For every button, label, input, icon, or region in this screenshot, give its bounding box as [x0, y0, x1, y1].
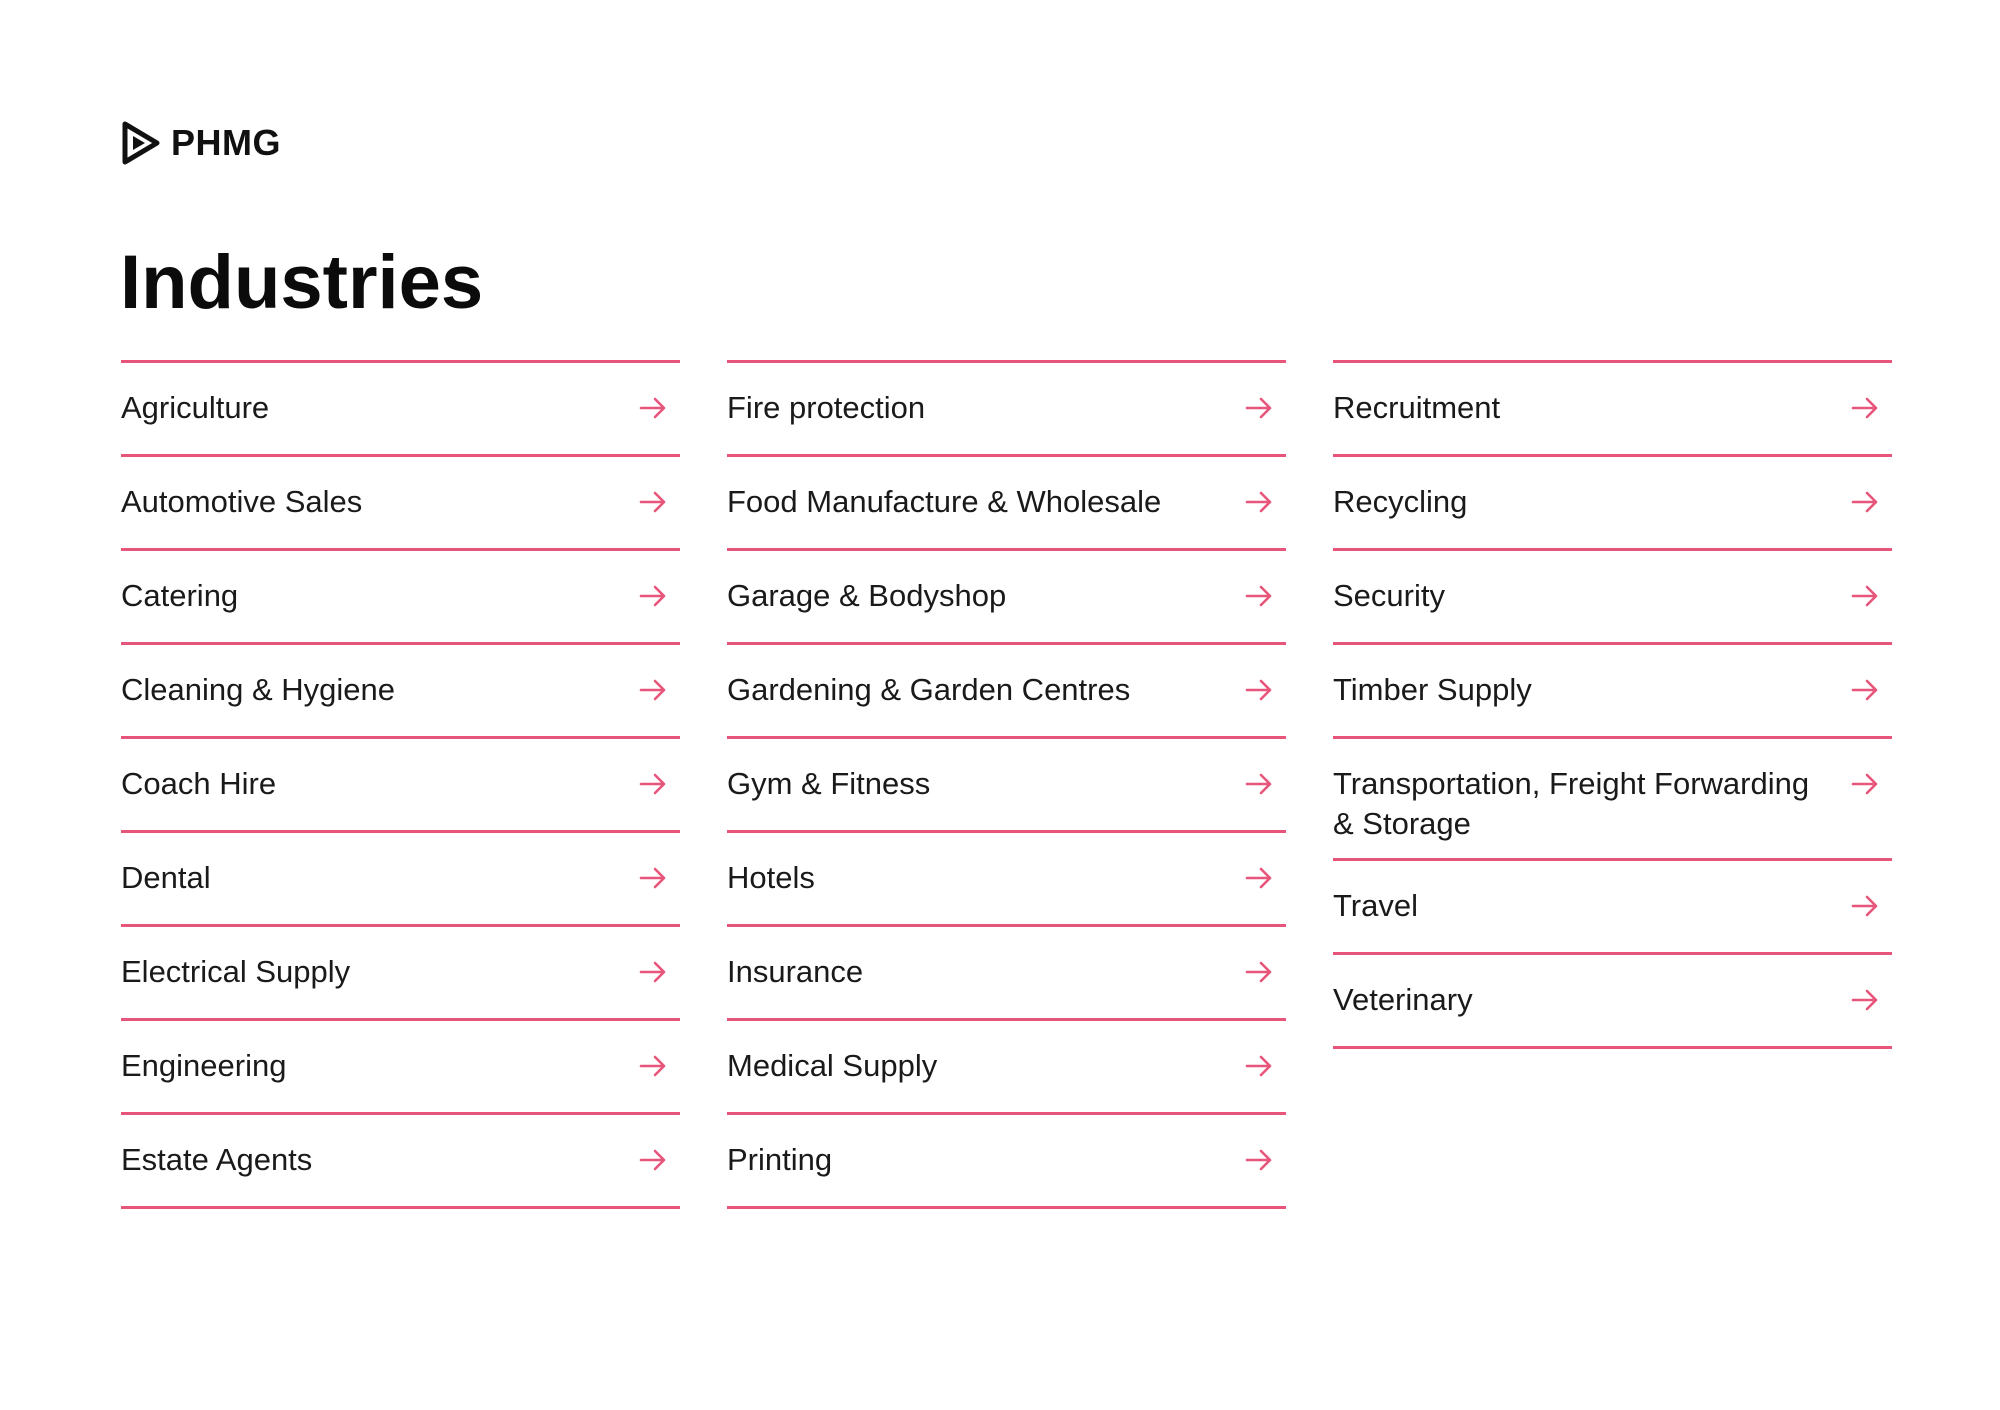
industry-link[interactable]	[121, 551, 680, 645]
arrow-right-icon[interactable]	[638, 866, 668, 890]
industry-link[interactable]	[727, 1115, 1286, 1209]
arrow-right-icon[interactable]	[1850, 584, 1880, 608]
industry-link[interactable]	[121, 457, 680, 551]
arrow-right-icon[interactable]	[638, 490, 668, 514]
industry-label: Coach Hire	[121, 766, 277, 801]
arrow-right-icon[interactable]	[1244, 678, 1274, 702]
industry-label: Insurance	[727, 954, 864, 989]
industries-list	[121, 360, 1892, 1209]
industry-label: Fire protection	[727, 390, 926, 425]
industry-label: Transportation, Freight Forwarding & Storage	[1333, 766, 1810, 841]
industry-link[interactable]	[121, 363, 680, 457]
industry-label: Travel	[1333, 888, 1418, 923]
industry-label: Automotive Sales	[121, 484, 363, 519]
industries-column	[727, 360, 1286, 1209]
industry-link[interactable]	[121, 645, 680, 739]
industry-label: Engineering	[121, 1048, 287, 1083]
arrow-right-icon[interactable]	[1244, 396, 1274, 420]
arrow-right-icon[interactable]	[1244, 866, 1274, 890]
arrow-right-icon[interactable]	[638, 584, 668, 608]
industry-label: Food Manufacture & Wholesale	[727, 484, 1162, 519]
industry-link[interactable]	[1333, 861, 1892, 955]
arrow-right-icon[interactable]	[1850, 894, 1880, 918]
industry-link[interactable]	[121, 1115, 680, 1209]
arrow-right-icon[interactable]	[1850, 678, 1880, 702]
industry-label: Agriculture	[121, 390, 270, 425]
industry-label: Catering	[121, 578, 239, 613]
arrow-right-icon[interactable]	[1244, 1054, 1274, 1078]
brand-name: PHMG	[171, 122, 281, 163]
arrow-right-icon[interactable]	[638, 772, 668, 796]
industry-label: Cleaning & Hygiene	[121, 672, 396, 707]
industry-link[interactable]	[727, 1021, 1286, 1115]
arrow-right-icon[interactable]	[1850, 396, 1880, 420]
arrow-right-icon[interactable]	[638, 960, 668, 984]
arrow-right-icon[interactable]	[1244, 772, 1274, 796]
page-title: Industries	[120, 240, 484, 325]
industry-link[interactable]	[727, 551, 1286, 645]
arrow-right-icon[interactable]	[1850, 490, 1880, 514]
industry-link[interactable]	[727, 739, 1286, 833]
industry-link[interactable]	[121, 833, 680, 927]
industry-link[interactable]	[727, 457, 1286, 551]
industry-link[interactable]	[121, 739, 680, 833]
industry-link[interactable]	[1333, 551, 1892, 645]
industry-link[interactable]	[727, 645, 1286, 739]
arrow-right-icon[interactable]	[1850, 988, 1880, 1012]
industry-label: Gym & Fitness	[727, 766, 931, 801]
industry-link[interactable]	[1333, 457, 1892, 551]
industry-label: Hotels	[727, 860, 815, 895]
industry-link[interactable]	[1333, 955, 1892, 1049]
industry-link[interactable]	[727, 927, 1286, 1021]
industry-link[interactable]	[1333, 645, 1892, 739]
arrow-right-icon[interactable]	[1244, 960, 1274, 984]
industry-label: Veterinary	[1333, 982, 1473, 1017]
industry-link[interactable]	[121, 1021, 680, 1115]
play-logo-icon	[121, 121, 161, 165]
industry-label: Estate Agents	[121, 1142, 313, 1177]
arrow-right-icon[interactable]	[638, 678, 668, 702]
industry-label: Electrical Supply	[121, 954, 351, 989]
arrow-right-icon[interactable]	[1244, 1148, 1274, 1172]
industry-label: Dental	[121, 860, 211, 895]
arrow-right-icon[interactable]	[1850, 772, 1880, 796]
industry-label: Gardening & Garden Centres	[727, 672, 1131, 707]
arrow-right-icon[interactable]	[638, 396, 668, 420]
industry-label: Garage & Bodyshop	[727, 578, 1007, 613]
industries-column	[1333, 360, 1892, 1209]
industry-link[interactable]	[727, 363, 1286, 457]
industry-label: Recruitment	[1333, 390, 1501, 425]
industry-link[interactable]	[121, 927, 680, 1021]
industry-label: Security	[1333, 578, 1445, 613]
arrow-right-icon[interactable]	[638, 1054, 668, 1078]
industry-label: Recycling	[1333, 484, 1468, 519]
industry-label: Medical Supply	[727, 1048, 938, 1083]
arrow-right-icon[interactable]	[1244, 584, 1274, 608]
industry-label: Timber Supply	[1333, 672, 1532, 707]
industry-label: Printing	[727, 1142, 833, 1177]
arrow-right-icon[interactable]	[1244, 490, 1274, 514]
industries-column	[121, 360, 680, 1209]
industry-link[interactable]	[1333, 739, 1892, 861]
industry-link[interactable]	[727, 833, 1286, 927]
arrow-right-icon[interactable]	[638, 1148, 668, 1172]
brand-logo[interactable]	[121, 120, 281, 166]
industry-link[interactable]	[1333, 363, 1892, 457]
